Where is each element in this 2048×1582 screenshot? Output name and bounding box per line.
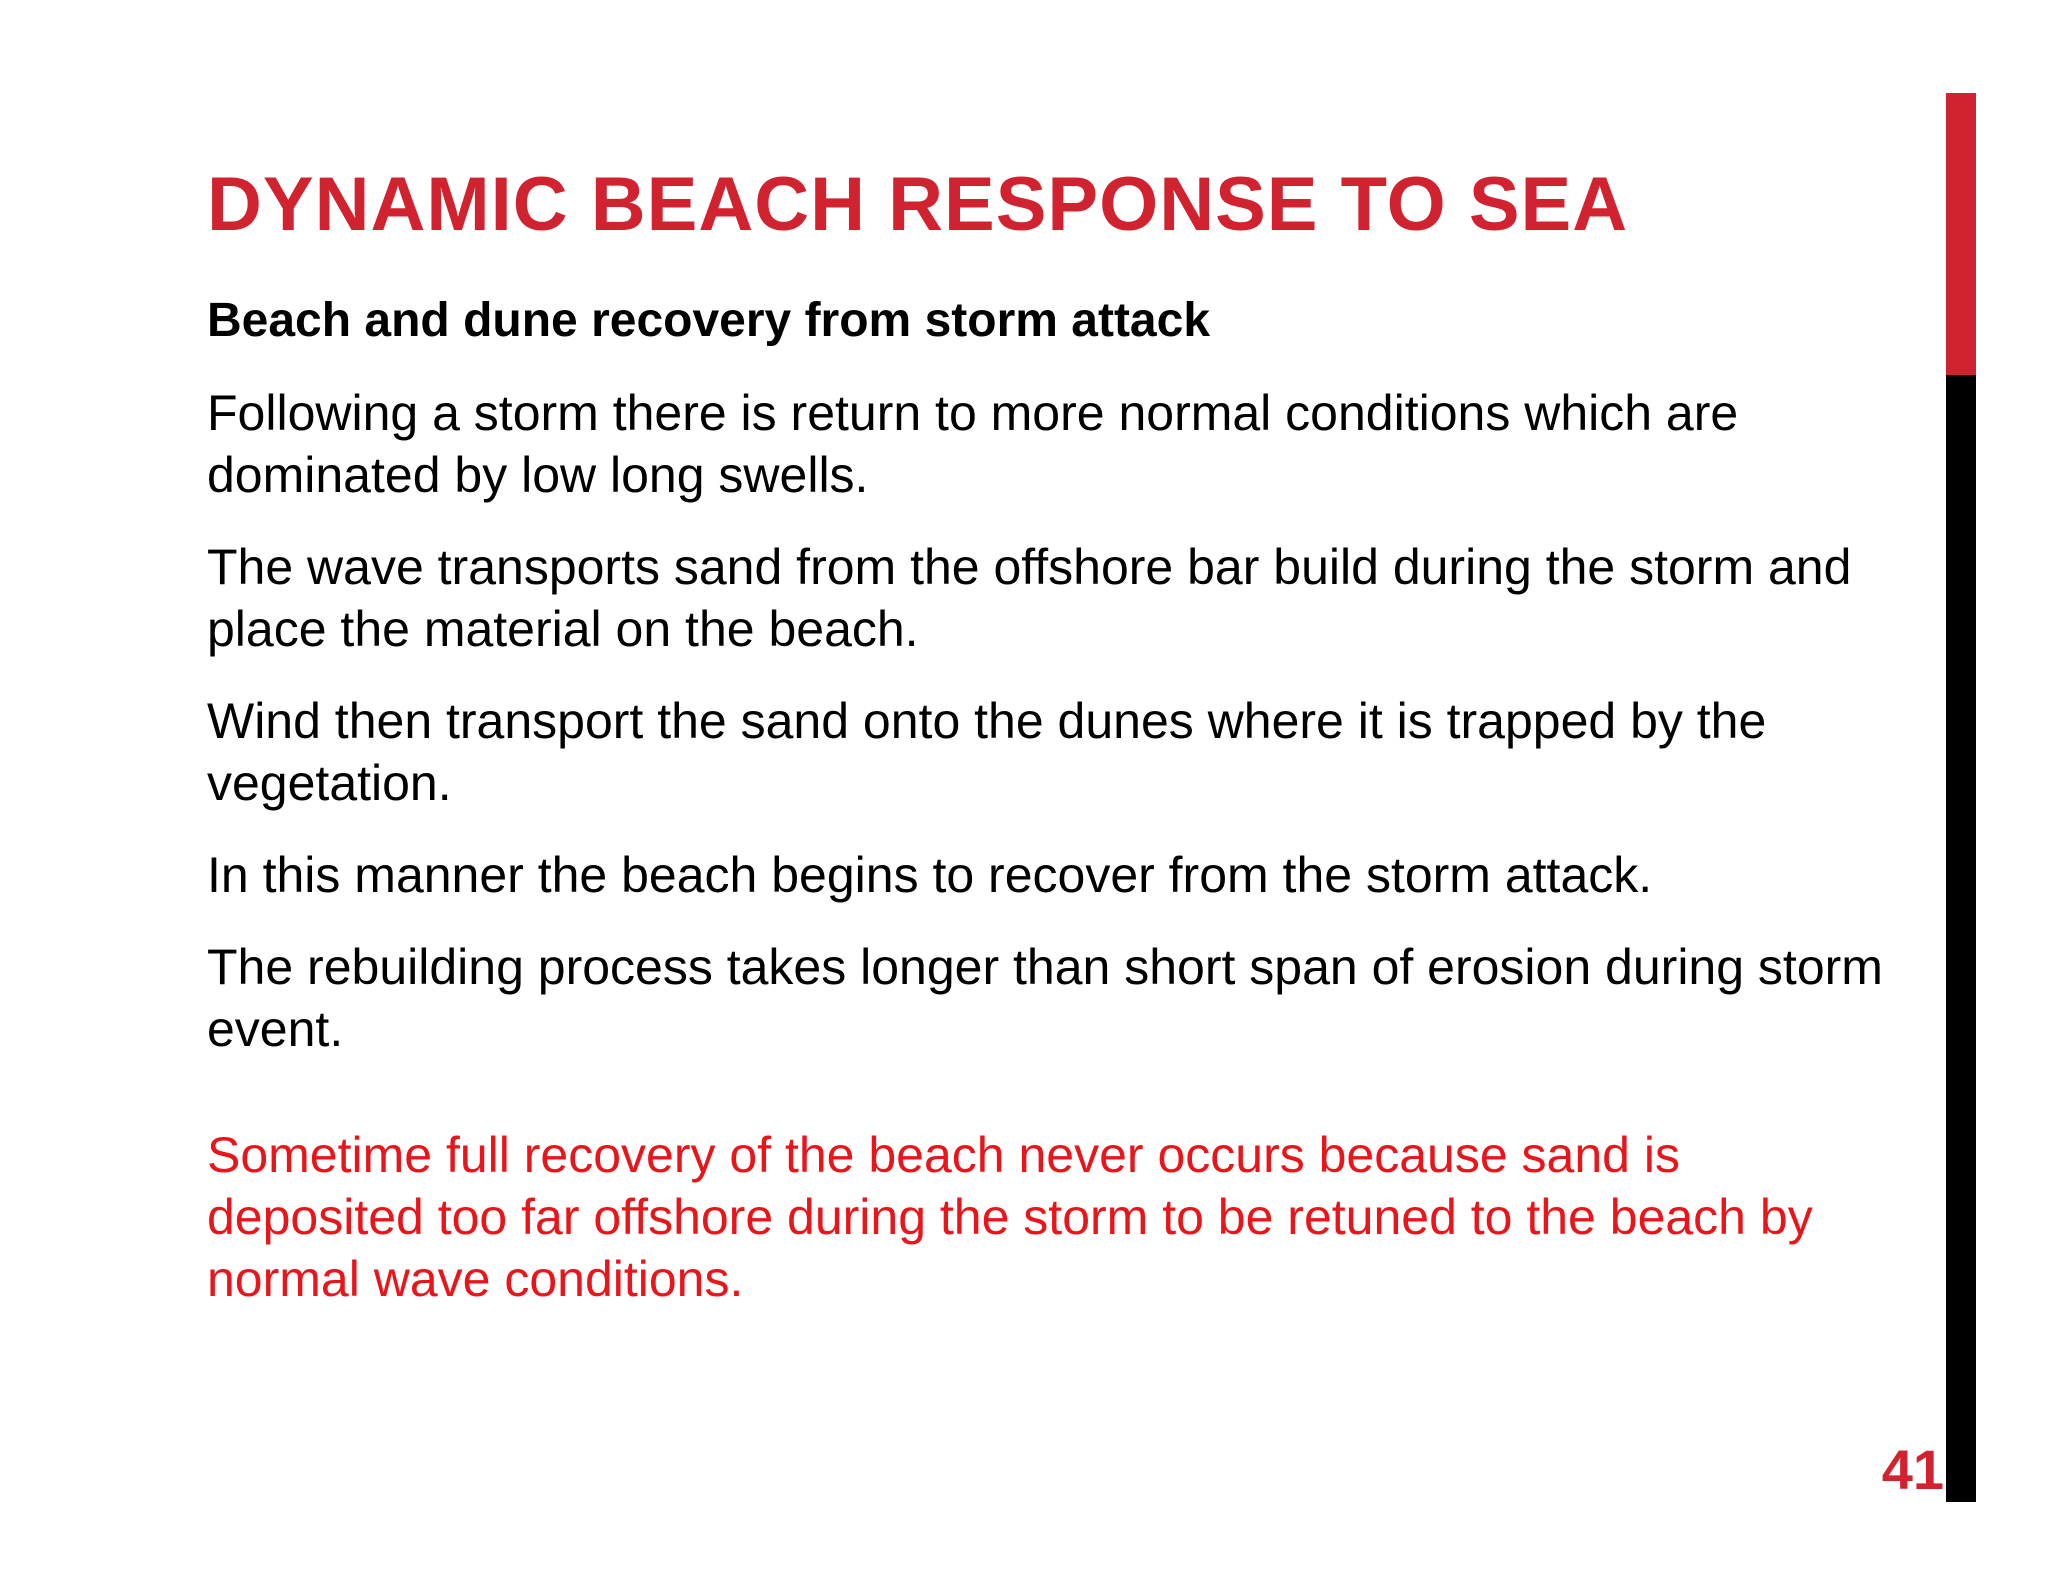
accent-bar-black: [1946, 375, 1976, 1502]
body-paragraph: In this manner the beach begins to recover from the storm attack.: [207, 847, 1653, 903]
body-paragraph: Following a storm there is return to more normal conditions which are dominated by low long swells.: [207, 385, 1739, 503]
slide-subheading: Beach and dune recovery from storm attack: [207, 294, 1211, 347]
accent-bar-red: [1946, 93, 1976, 375]
body-paragraph: Wind then transport the sand onto the dunes where it is trapped by the vegetation.: [207, 693, 1767, 811]
body-paragraph: The wave transports sand from the offshore bar build during the storm and place the material on the beach.: [207, 539, 1852, 657]
slide-body: [207, 290, 1887, 1310]
highlight-paragraph: Sometime full recovery of the beach never occurs because sand is deposited too far offshore during the storm to be retuned to the beach by normal wave conditions.: [207, 1127, 1813, 1307]
body-paragraph: The rebuilding process takes longer than short span of erosion during storm event.: [207, 939, 1883, 1057]
page-number: 41: [1881, 1438, 1944, 1501]
slide-title: DYNAMIC BEACH RESPONSE TO SEA: [207, 162, 1629, 247]
